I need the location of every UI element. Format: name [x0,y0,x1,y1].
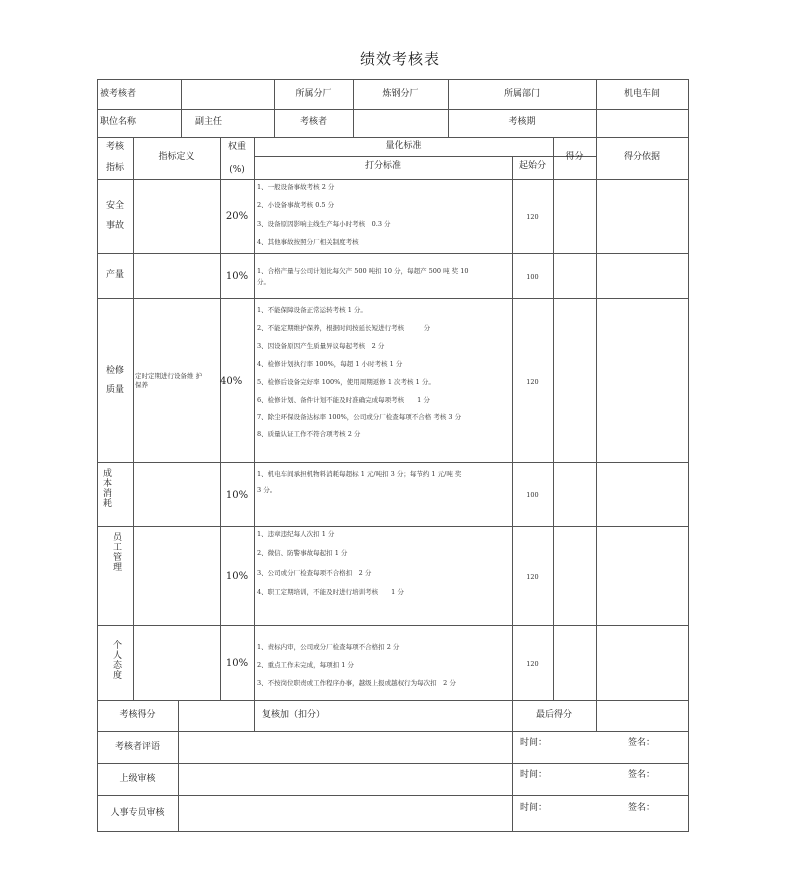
col-indicator-2: 指标 [105,163,124,173]
branch-label: 所属分厂 [295,89,332,99]
criterion: 6、检修计划、备件计划不能及时准确完成每项考核 1 分 [257,396,430,404]
superior-review-label: 上级审核 [119,774,156,784]
row-name-2: 质量 [105,385,124,395]
assessor-label: 考核者 [299,117,327,127]
row-weight: 10% [225,490,249,501]
hr-review-label: 人事专员审核 [110,808,165,818]
row-name: 产量 [105,270,124,280]
row-definition-2: 保养 [135,381,148,389]
col-score: 得分 [565,152,584,162]
branch-value: 炼钢分厂 [382,89,419,99]
time-label: 时间： [520,803,548,813]
sign-label: 签名： [628,803,656,813]
col-basis: 得分依据 [623,152,660,162]
criterion: 4、其他事故按照分厂相关制度考核 [257,238,359,246]
row-name: 个人态度 [111,640,121,680]
criterion: 2、重点工作未完成，每项扣 1 分 [257,661,354,669]
row-weight: 10% [225,271,249,282]
criterion: 1、合格产量与公司计划比每欠产 500 吨扣 10 分，每超产 500 吨 奖 10 [257,267,469,275]
criterion: 2、微信、防警事故每起扣 1 分 [257,549,348,557]
sign-label: 签名： [628,738,656,748]
dept-label: 所属部门 [503,89,540,99]
criterion: 1、机电车间承担机物料消耗每超标 1 元/吨扣 3 分；每节约 1 元/吨 奖 [257,470,462,478]
row-weight: 20% [225,211,249,222]
col-weight-2: (%) [229,165,245,175]
row-base: 120 [526,378,539,386]
criterion: 2、不能定期维护保养，根据时间按延长短进行考核 分 [257,324,431,332]
row-weight: 10% [225,571,249,582]
row-weight: 10% [225,658,249,669]
sign-label: 签名： [628,770,656,780]
position-label: 职位名称 [100,117,137,127]
criterion: 8、质量认证工作不符合项考核 2 分 [257,430,361,438]
time-label: 时间： [520,770,548,780]
criterion: 3 分。 [257,486,277,494]
col-indicator-1: 考核 [105,142,124,152]
form-title: 绩效考核表 [359,50,440,68]
criterion: 7、除尘环保设备达标率 100%，公司或分厂检查每项不合格 考核 3 分 [257,413,462,421]
row-base: 100 [526,491,539,499]
col-scoring: 打分标准 [364,161,401,171]
row-name: 安全 [105,201,124,211]
row-name-2: 事故 [105,221,124,231]
criterion: 3、不按岗位职责或工作程序办事，越级上报或越权行为每次扣 2 分 [257,679,456,687]
assessor-comment-label: 考核者评语 [114,742,160,752]
criterion: 3、公司或分厂检查每项不合格扣 2 分 [257,569,372,577]
row-weight: 40% [220,376,243,387]
period-label: 考核期 [508,117,536,127]
criterion: 1、不能保障设备正常运转考核 1 分。 [257,306,367,314]
criterion: 4、检修计划执行率 100%，每超 1 小时考核 1 分 [257,360,403,368]
row-definition: 定时定期进行设备维 护 [135,372,203,380]
row-base: 120 [526,213,539,221]
criterion: 1、责标内审，公司或分厂检查每项不合格扣 2 分 [257,643,400,651]
col-weight-1: 权重 [227,142,246,152]
col-base: 起始分 [518,161,546,171]
assessee-label: 被考核者 [100,89,137,99]
row-name: 员工管理 [111,532,121,572]
dept-value: 机电车间 [623,89,660,99]
criterion: 1、违章违纪每人次扣 1 分 [257,530,335,538]
criterion: 1、一般设备事故考核 2 分 [257,183,335,191]
col-definition: 指标定义 [158,152,195,162]
criterion: 4、职工定期培训，不能及时进行培训考核 1 分 [257,588,404,596]
final-score-label: 最后得分 [535,710,572,720]
criterion: 3、设备原因影响主线生产每小时考核 0.3 分 [257,220,391,228]
row-name: 成本消耗 [101,468,111,508]
position-value: 副主任 [195,117,223,127]
row-base: 100 [526,273,539,281]
review-adjust-label: 复核加（扣分） [262,710,326,720]
time-label: 时间： [520,738,548,748]
criterion: 3、因设备原因产生质量异议每起考核 2 分 [257,342,385,350]
col-quant: 量化标准 [385,141,422,151]
row-base: 120 [526,660,539,668]
row-base: 120 [526,573,539,581]
criterion: 分。 [257,278,270,286]
total-score-label: 考核得分 [119,710,156,720]
criterion: 2、小设备事故考核 0.5 分 [257,201,335,209]
criterion: 5、检修后设备完好率 100%，使用周期返修 1 次考核 1 分。 [257,378,435,386]
row-name: 检修 [105,366,124,376]
